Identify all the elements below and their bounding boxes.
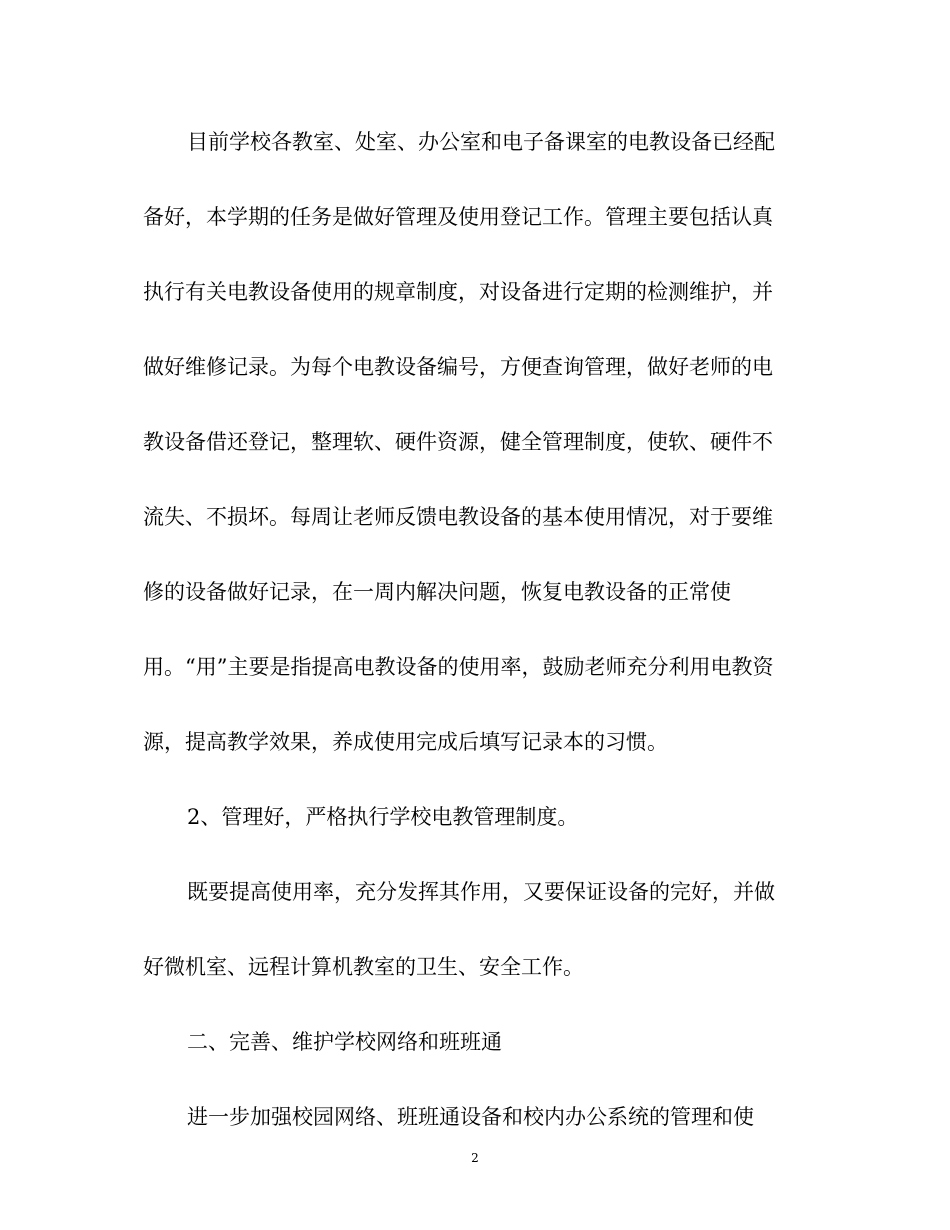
paragraph-line: 执行有关电教设备使用的规章制度，对设备进行定期的检测维护，并 <box>143 280 773 304</box>
paragraph-line: 既要提高使用率，充分发挥其作用，又要保证设备的完好，并做 <box>187 880 775 904</box>
paragraph-line: 源，提高教学效果，养成使用完成后填写记录本的习惯。 <box>143 730 668 754</box>
paragraph-line: 做好维修记录。为每个电教设备编号，方便查询管理，做好老师的电 <box>143 355 773 379</box>
paragraph-line: 2、管理好，严格执行学校电教管理制度。 <box>187 805 579 829</box>
section-heading: 二、完善、维护学校网络和班班通 <box>187 1030 502 1054</box>
paragraph-line: 目前学校各教室、处室、办公室和电子备课室的电教设备已经配 <box>187 130 775 154</box>
paragraph-line: 教设备借还登记，整理软、硬件资源，健全管理制度，使软、硬件不 <box>143 430 773 454</box>
paragraph-line: 用。“用”主要是指提高电教设备的使用率，鼓励老师充分利用电教资 <box>143 655 774 679</box>
paragraph-line: 进一步加强校园网络、班班通设备和校内办公系统的管理和使 <box>187 1105 754 1129</box>
page-number: 2 <box>471 1151 479 1165</box>
paragraph-line: 流失、不损坏。每周让老师反馈电教设备的基本使用情况，对于要维 <box>143 505 773 529</box>
paragraph-line: 备好，本学期的任务是做好管理及使用登记工作。管理主要包括认真 <box>143 205 773 229</box>
paragraph-line: 修的设备做好记录，在一周内解决问题，恢复电教设备的正常使 <box>143 580 731 604</box>
paragraph-line: 好微机室、远程计算机教室的卫生、安全工作。 <box>143 955 584 979</box>
